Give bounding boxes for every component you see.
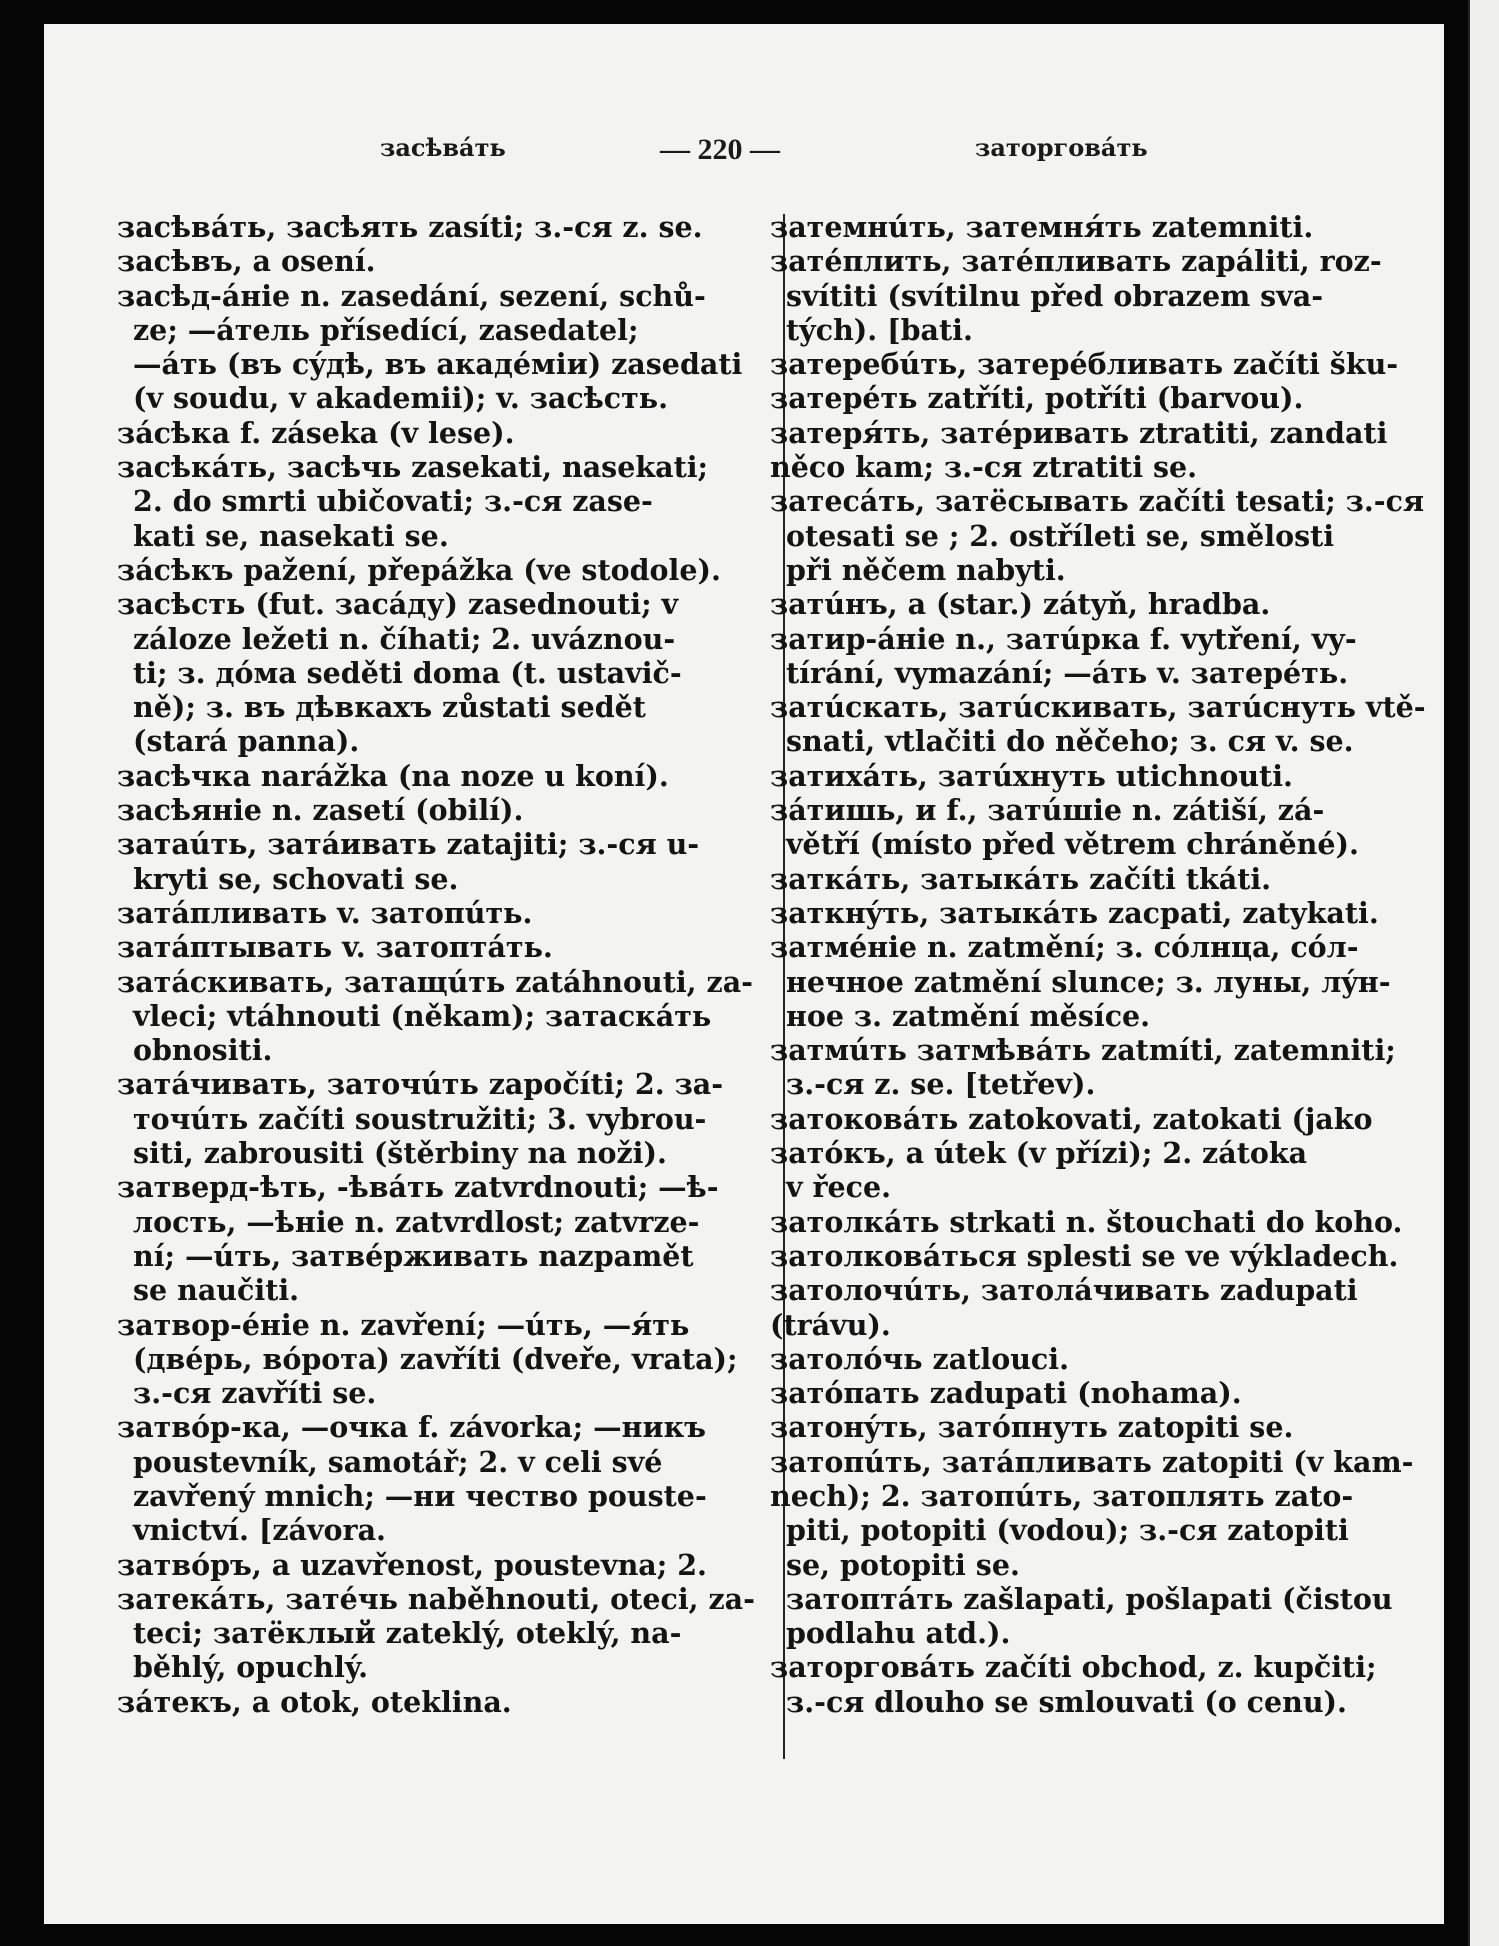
entry-line: затáскивать, затащúть zatáhnouti, za-: [117, 964, 754, 999]
page-number: — 220 —: [660, 133, 780, 166]
entry-line: затоковáть zatokovati, zatokati (jako: [770, 1101, 1373, 1136]
entry-line: затвор-éніе n. zavření; —úть, —я́ть: [117, 1307, 690, 1342]
entry-line: нечное zatmění slunce; з. луны, лýн-: [786, 964, 1391, 999]
entry-line: затолкáть strkati n. štouchati do koho.: [770, 1204, 1403, 1239]
entry-line: ze; —áтель přísedící, zasedatel;: [133, 312, 639, 347]
entry-line: vleci; vtáhnouti (někam); затаскáть: [133, 998, 712, 1033]
entry-line: затúнъ, a (star.) zátyň, hradba.: [770, 587, 1271, 622]
entry-line: tých). [bati.: [786, 312, 973, 347]
entry-line: затáптывать v. затоптáть.: [117, 930, 553, 965]
entry-line: piti, potopiti (vodou); з.-ся zatopiti: [786, 1513, 1349, 1548]
entry-line: засѣкáть, засѣчь zasekati, nasekati;: [117, 450, 709, 485]
entry-line: záloze ležeti n. číhati; 2. uváznou-: [133, 621, 676, 656]
entry-line: зáсѣка f. záseka (v lese).: [117, 415, 515, 450]
entry-line: poustevník, samotář; 2. v celi své: [133, 1444, 663, 1479]
entry-line: затеребúть, затерéбливать začíti šku-: [770, 347, 1399, 382]
entry-line: затихáть, затúхнуть utichnouti.: [770, 758, 1293, 793]
entry-line: teci; затёклый zateklý, oteklý, na-: [133, 1616, 682, 1651]
entry-line: затвóръ, a uzavřenost, poustevna; 2.: [117, 1547, 707, 1582]
header-left-guide-word: засѣвáть: [380, 133, 506, 162]
entry-line: kati se, nasekati se.: [133, 518, 449, 553]
entry-line: v řece.: [786, 1170, 892, 1205]
entry-line: засѣд-áніе n. zasedání, sezení, schů-: [117, 278, 706, 313]
entry-line: затмúть затмѣвáть zatmíti, zatemniti;: [770, 1033, 1396, 1068]
entry-line: běhlý, opuchlý.: [133, 1650, 369, 1685]
entry-line: з.-ся z. se. [tetřev).: [786, 1067, 1096, 1102]
entry-line: snati, vtlačiti do něčeho; з. ся v. se.: [786, 724, 1354, 759]
entry-line: затóпать zadupati (nohama).: [770, 1376, 1242, 1411]
entry-line: точúть začíti soustružiti; 3. vybrou-: [133, 1101, 707, 1136]
entry-line: затáпливать v. затопúть.: [117, 895, 533, 930]
entry-line: nech); 2. затопúть, затоплять zato-: [770, 1478, 1354, 1513]
entry-line: затéплить, затéпливать zapáliti, roz-: [770, 244, 1382, 279]
entry-line: vnictví. [závora.: [133, 1513, 386, 1548]
entry-line: podlahu atd.).: [786, 1616, 1011, 1651]
entry-line: засѣсть (fut. засáду) zasednouti; v: [117, 587, 679, 622]
entry-line: зáтекъ, a otok, oteklina.: [117, 1684, 512, 1719]
entry-line: něco kam; з.-ся ztratiti se.: [770, 450, 1198, 485]
entry-line: se, potopiti se.: [786, 1547, 1020, 1582]
entry-line: затмéніе n. zatmění; з. сóлнца, сóл-: [770, 930, 1359, 965]
adjacent-page-edge: [1468, 0, 1499, 1946]
entry-line: затопúть, затáпливать zatopiti (v kam-: [770, 1444, 1414, 1479]
entry-line: з.-ся zavříti se.: [133, 1376, 377, 1411]
entry-line: 2. do smrti ubičovati; з.-ся zase-: [133, 484, 653, 519]
page-header: [0, 133, 1400, 173]
entry-line: затерéть zatříti, potříti (barvou).: [770, 381, 1304, 416]
entry-line: засѣчка narážka (na noze u koní).: [117, 758, 669, 793]
entry-line: tírání, vymazání; —áть v. затерéть.: [786, 655, 1349, 690]
entry-line: лость, —ѣніе n. zatvrdlost; zatvrze-: [133, 1204, 700, 1239]
entry-line: заткнýть, затыкáть zacpati, zatykati.: [770, 895, 1379, 930]
entry-line: заткáть, затыкáть začíti tkáti.: [770, 861, 1272, 896]
entry-line: obnositi.: [133, 1033, 273, 1068]
entry-line: затеря́ть, затéривать ztratiti, zandati: [770, 415, 1388, 450]
right-column: [770, 210, 1426, 1719]
entry-line: затолóчь zatlouci.: [770, 1341, 1070, 1376]
entry-line: (stará panna).: [133, 724, 360, 759]
entry-line: (trávu).: [770, 1307, 891, 1342]
entry-line: svítiti (svítilnu před obrazem sva-: [786, 278, 1324, 313]
entry-line: (двéрь, вóрота) zavříti (dveře, vrata);: [133, 1341, 738, 1376]
entry-line: siti, zabrousiti (štěrbiny na noži).: [133, 1136, 667, 1171]
entry-line: затáчивать, заточúть započíti; 2. за-: [117, 1067, 724, 1102]
entry-line: затемнúть, затемня́ть zatemniti.: [770, 210, 1314, 244]
entry-line: kryti se, schovati se.: [133, 861, 459, 896]
entry-line: затекáть, затéчь naběhnouti, oteci, za-: [117, 1581, 755, 1616]
entry-line: větří (místo před větrem chráněné).: [786, 827, 1359, 862]
entry-line: ное з. zatmění měsíce.: [786, 998, 1151, 1033]
entry-line: затóкъ, a útek (v přízi); 2. zátoka: [770, 1136, 1308, 1171]
entry-line: затир-áніе n., затúрка f. vytření, vy-: [770, 621, 1357, 656]
entry-line: затолочúть, затолáчивать zadupati: [770, 1273, 1358, 1308]
entry-line: —áть (въ сýдѣ, въ акадéміи) zasedati: [133, 347, 743, 382]
entry-line: заторговáть začíti obchod, z. kupčiti;: [770, 1650, 1377, 1685]
entry-line: затолковáться splesti se ve výkladech.: [770, 1238, 1399, 1273]
entry-line: zavřený mnich; —ни чество pouste-: [133, 1478, 707, 1513]
entry-line: затоптáть zašlapati, pošlapati (čistou: [786, 1581, 1393, 1616]
entry-line: otesati se ; 2. ostříleti se, smělosti: [786, 518, 1335, 553]
left-column: [117, 210, 755, 1719]
entry-line: засѣвъ, a osení.: [117, 244, 376, 279]
entry-line: затвóр-ка, —очка f. závorka; —никъ: [117, 1410, 707, 1445]
entry-line: při něčem nabyti.: [786, 552, 1066, 587]
entry-line: ní; —úть, затвéрживать nazpamět: [133, 1238, 694, 1273]
entry-line: засѣвáть, засѣять zasíti; з.-ся z. se.: [117, 210, 703, 244]
entry-line: зáтишь, и f., затúшіе n. zátiší, zá-: [770, 793, 1325, 828]
entry-line: затúскать, затúскивать, затúснуть vtě-: [770, 690, 1426, 725]
entry-line: засѣяніе n. zasetí (obilí).: [117, 793, 524, 828]
entry-line: se naučiti.: [133, 1273, 300, 1308]
entry-line: з.-ся dlouho se smlouvati (o cenu).: [786, 1684, 1347, 1719]
entry-line: ně); з. въ дѣвкахъ zůstati sedět: [133, 690, 646, 725]
entry-line: затесáть, затёсывать začíti tesati; з.-ся: [770, 484, 1425, 519]
header-right-guide-word: заторговáть: [975, 133, 1148, 162]
entry-line: ti; з. дóма seděti doma (t. ustavič-: [133, 655, 682, 690]
entry-line: зáсѣкъ pažení, přepážka (ve stodole).: [117, 552, 721, 587]
entry-line: затаúть, затáивать zatajiti; з.-ся u-: [117, 827, 700, 862]
entry-line: затонýть, затóпнуть zatopiti se.: [770, 1410, 1294, 1445]
entry-line: затверд-ѣть, -ѣвáть zatvrdnouti; —ѣ-: [117, 1170, 719, 1205]
entry-line: (v soudu, v akademii); v. засѣсть.: [133, 381, 669, 416]
